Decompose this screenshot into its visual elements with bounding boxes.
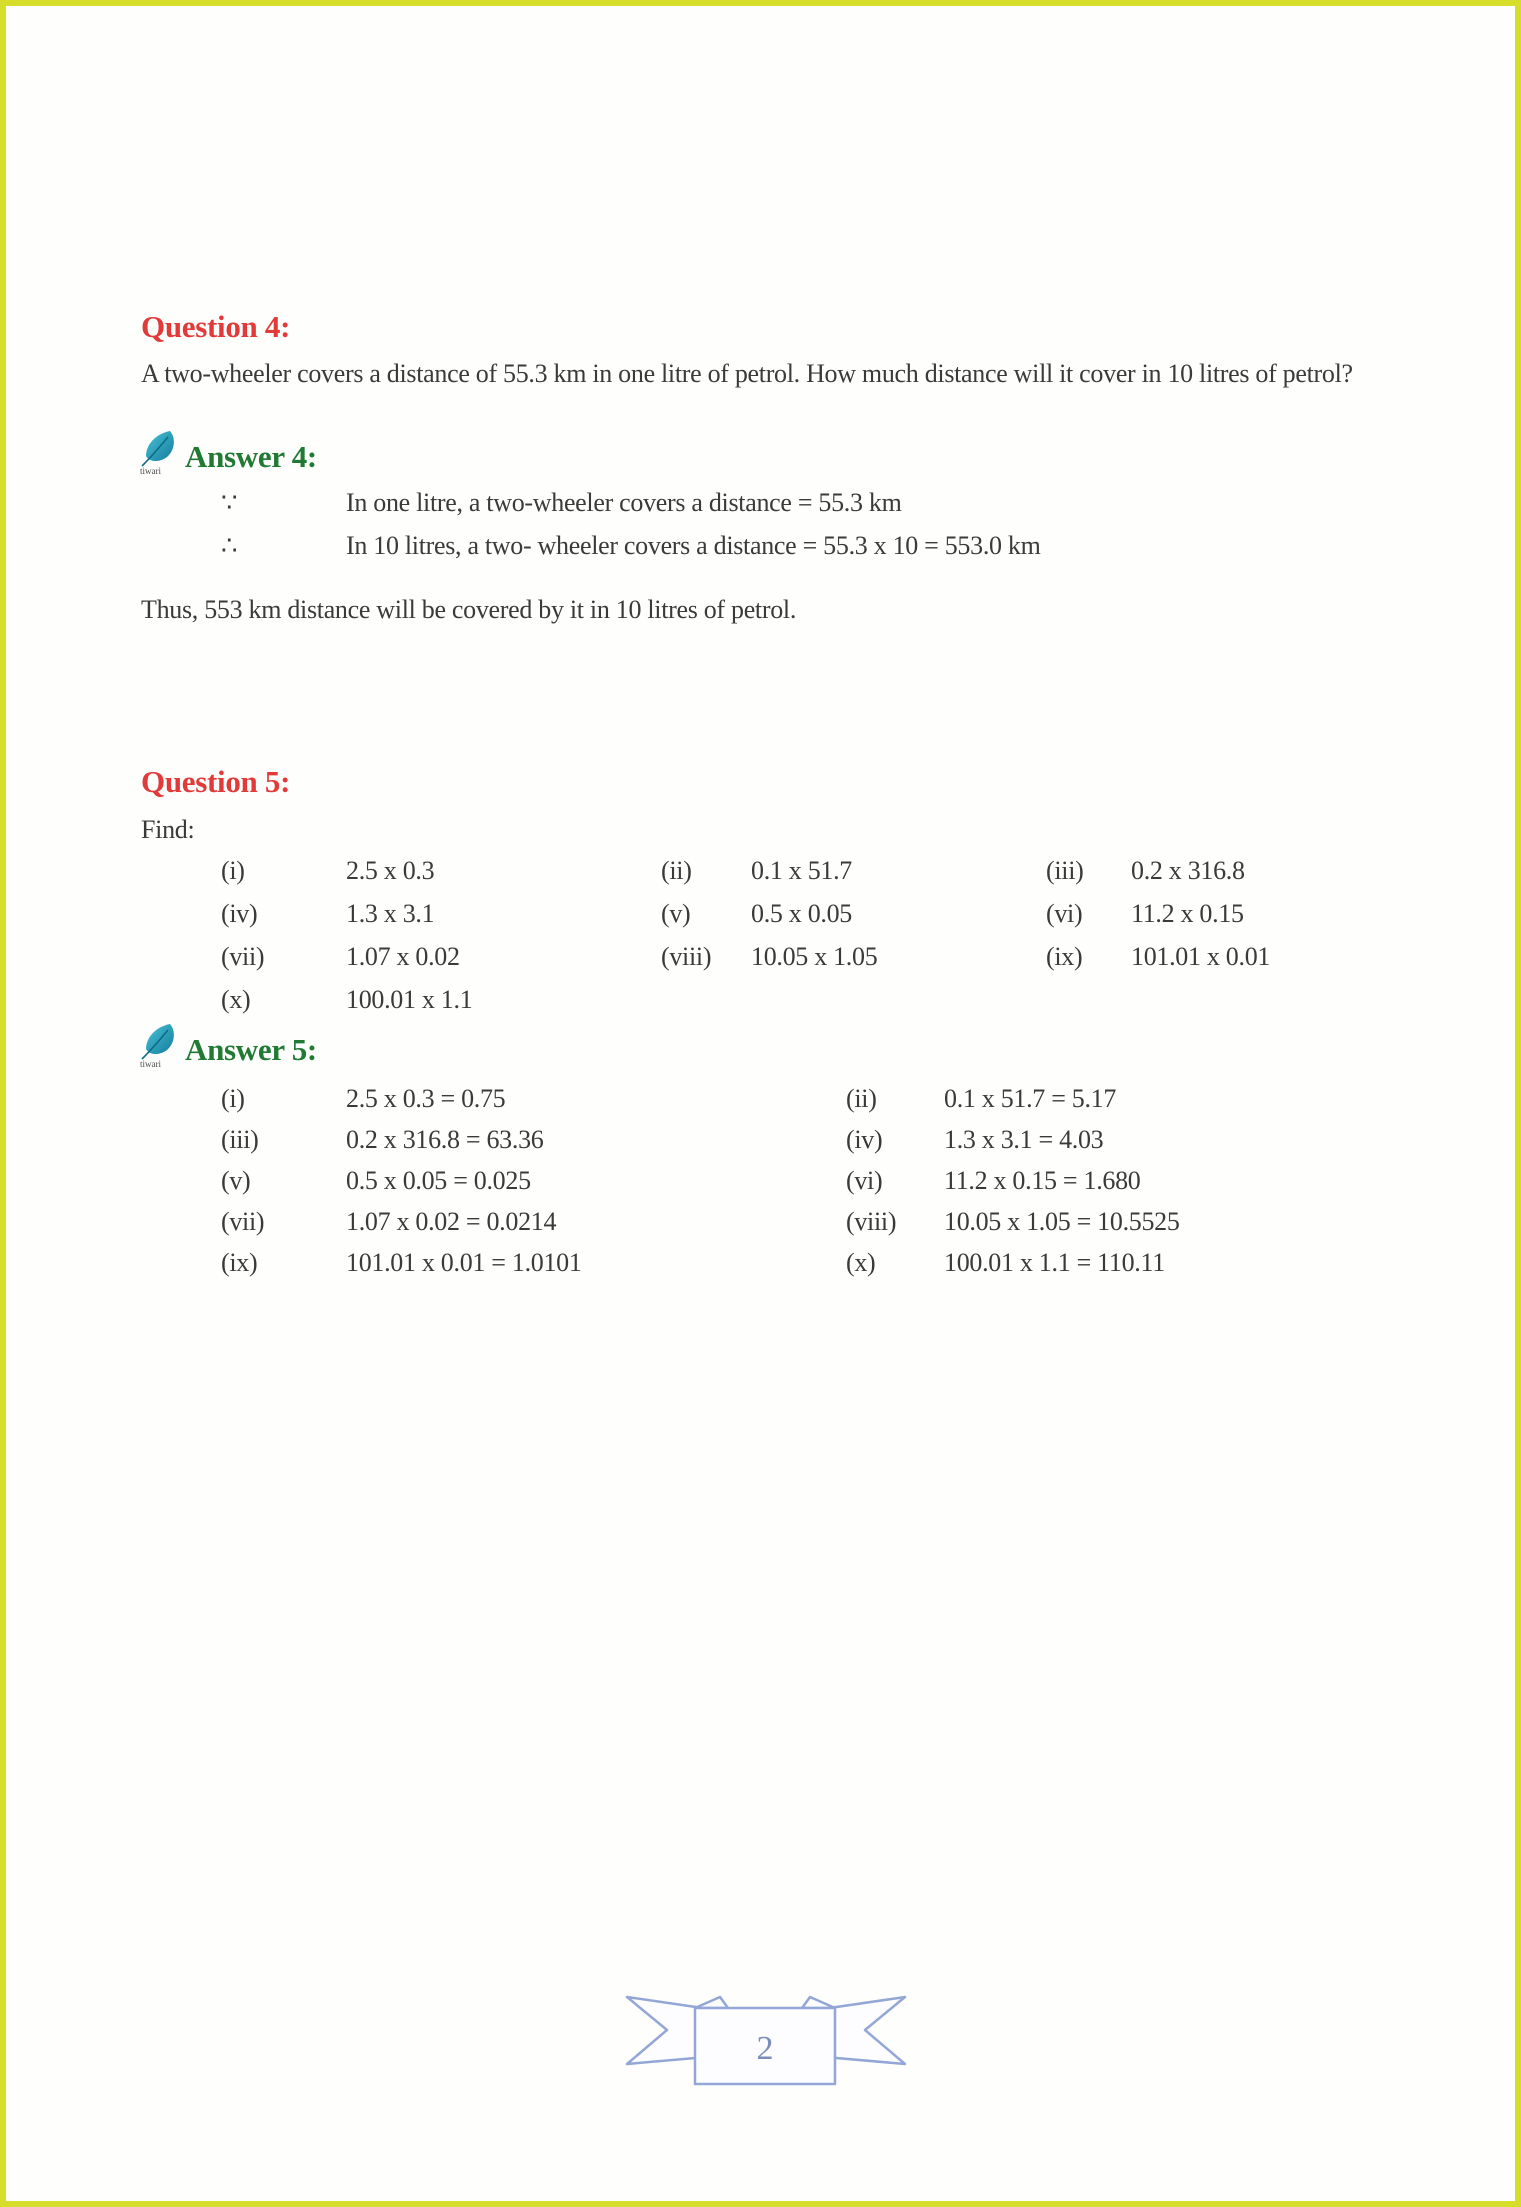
find-item-expr: 1.07 x 0.02 bbox=[346, 942, 460, 971]
answer-4-step-text: In 10 litres, a two- wheeler covers a distance = 55.3 x 10 = 553.0 km bbox=[346, 531, 1041, 560]
because-symbol: ∵ bbox=[221, 488, 238, 517]
answer-4-heading: Answer 4: bbox=[185, 439, 317, 474]
answer-item-expr: 1.07 x 0.02 = 0.0214 bbox=[346, 1207, 557, 1236]
logo-word: tiwari bbox=[140, 466, 161, 475]
answer-item-expr: 101.01 x 0.01 = 1.0101 bbox=[346, 1248, 582, 1277]
answer-item-label: (i) bbox=[221, 1084, 245, 1113]
find-item-label: (ix) bbox=[1046, 942, 1083, 971]
answer-4-heading-row bbox=[137, 429, 317, 475]
find-item-expr: 101.01 x 0.01 bbox=[1131, 942, 1271, 971]
answer-item-expr: 0.5 x 0.05 = 0.025 bbox=[346, 1166, 531, 1195]
answer-item-label: (ii) bbox=[846, 1084, 877, 1113]
answer-5-heading: Answer 5: bbox=[185, 1032, 317, 1067]
answer-5-items bbox=[221, 1084, 1451, 1289]
answer-item-label: (v) bbox=[221, 1166, 251, 1195]
find-item-expr: 0.2 x 316.8 bbox=[1131, 856, 1245, 885]
find-item-expr: 11.2 x 0.15 bbox=[1131, 899, 1244, 928]
tiwari-leaf-logo bbox=[137, 1022, 177, 1068]
find-item-label: (viii) bbox=[661, 942, 712, 971]
question-5-heading: Question 5: bbox=[141, 764, 291, 799]
find-item-expr: 1.3 x 3.1 bbox=[346, 899, 435, 928]
page-number: 2 bbox=[756, 2030, 774, 2067]
find-item-label: (vi) bbox=[1046, 899, 1083, 928]
find-item-expr: 0.1 x 51.7 bbox=[751, 856, 853, 885]
find-item-label: (iv) bbox=[221, 899, 258, 928]
question-4-text: A two-wheeler covers a distance of 55.3 km in one litre of petrol. How much distance will it cover in 10 litres of petrol? bbox=[141, 359, 1353, 388]
answer-4-step-text: In one litre, a two-wheeler covers a distance = 55.3 km bbox=[346, 488, 902, 517]
answer-item-label: (ix) bbox=[221, 1248, 258, 1277]
answer-4-conclusion: Thus, 553 km distance will be covered by it in 10 litres of petrol. bbox=[141, 595, 797, 624]
answer-item-label: (vi) bbox=[846, 1166, 883, 1195]
answer-5-heading-row bbox=[137, 1022, 317, 1068]
find-item-expr: 100.01 x 1.1 bbox=[346, 985, 473, 1014]
find-item-expr: 10.05 x 1.05 bbox=[751, 942, 878, 971]
therefore-symbol: ∴ bbox=[221, 531, 238, 560]
answer-4-steps bbox=[221, 488, 1041, 574]
answer-item-label: (iv) bbox=[846, 1125, 883, 1154]
find-item-expr: 2.5 x 0.3 bbox=[346, 856, 435, 885]
answer-item-expr: 0.1 x 51.7 = 5.17 bbox=[944, 1084, 1117, 1113]
answer-item-label: (vii) bbox=[221, 1207, 265, 1236]
ribbon-right-fold bbox=[802, 1997, 835, 2008]
answer-item-expr: 10.05 x 1.05 = 10.5525 bbox=[944, 1207, 1180, 1236]
find-item-label: (vii) bbox=[221, 942, 265, 971]
page-number-ribbon bbox=[624, 1991, 908, 2091]
answer-item-expr: 1.3 x 3.1 = 4.03 bbox=[944, 1125, 1104, 1154]
find-item-label: (i) bbox=[221, 856, 245, 885]
logo-word: tiwari bbox=[140, 1059, 161, 1068]
ribbon-left-fold bbox=[695, 1997, 728, 2008]
answer-item-expr: 2.5 x 0.3 = 0.75 bbox=[346, 1084, 506, 1113]
answer-item-expr: 100.01 x 1.1 = 110.11 bbox=[944, 1248, 1165, 1277]
find-item-label: (ii) bbox=[661, 856, 692, 885]
answer-item-expr: 0.2 x 316.8 = 63.36 bbox=[346, 1125, 544, 1154]
answer-item-expr: 11.2 x 0.15 = 1.680 bbox=[944, 1166, 1141, 1195]
question-5-items bbox=[221, 856, 1421, 1028]
find-item-label: (iii) bbox=[1046, 856, 1084, 885]
question-5-intro: Find: bbox=[141, 815, 195, 844]
find-item-expr: 0.5 x 0.05 bbox=[751, 899, 853, 928]
answer-item-label: (iii) bbox=[221, 1125, 259, 1154]
find-item-label: (x) bbox=[221, 985, 251, 1014]
tiwari-leaf-logo bbox=[137, 429, 177, 475]
find-item-label: (v) bbox=[661, 899, 691, 928]
answer-item-label: (viii) bbox=[846, 1207, 897, 1236]
answer-item-label: (x) bbox=[846, 1248, 876, 1277]
question-4-heading: Question 4: bbox=[141, 309, 291, 344]
